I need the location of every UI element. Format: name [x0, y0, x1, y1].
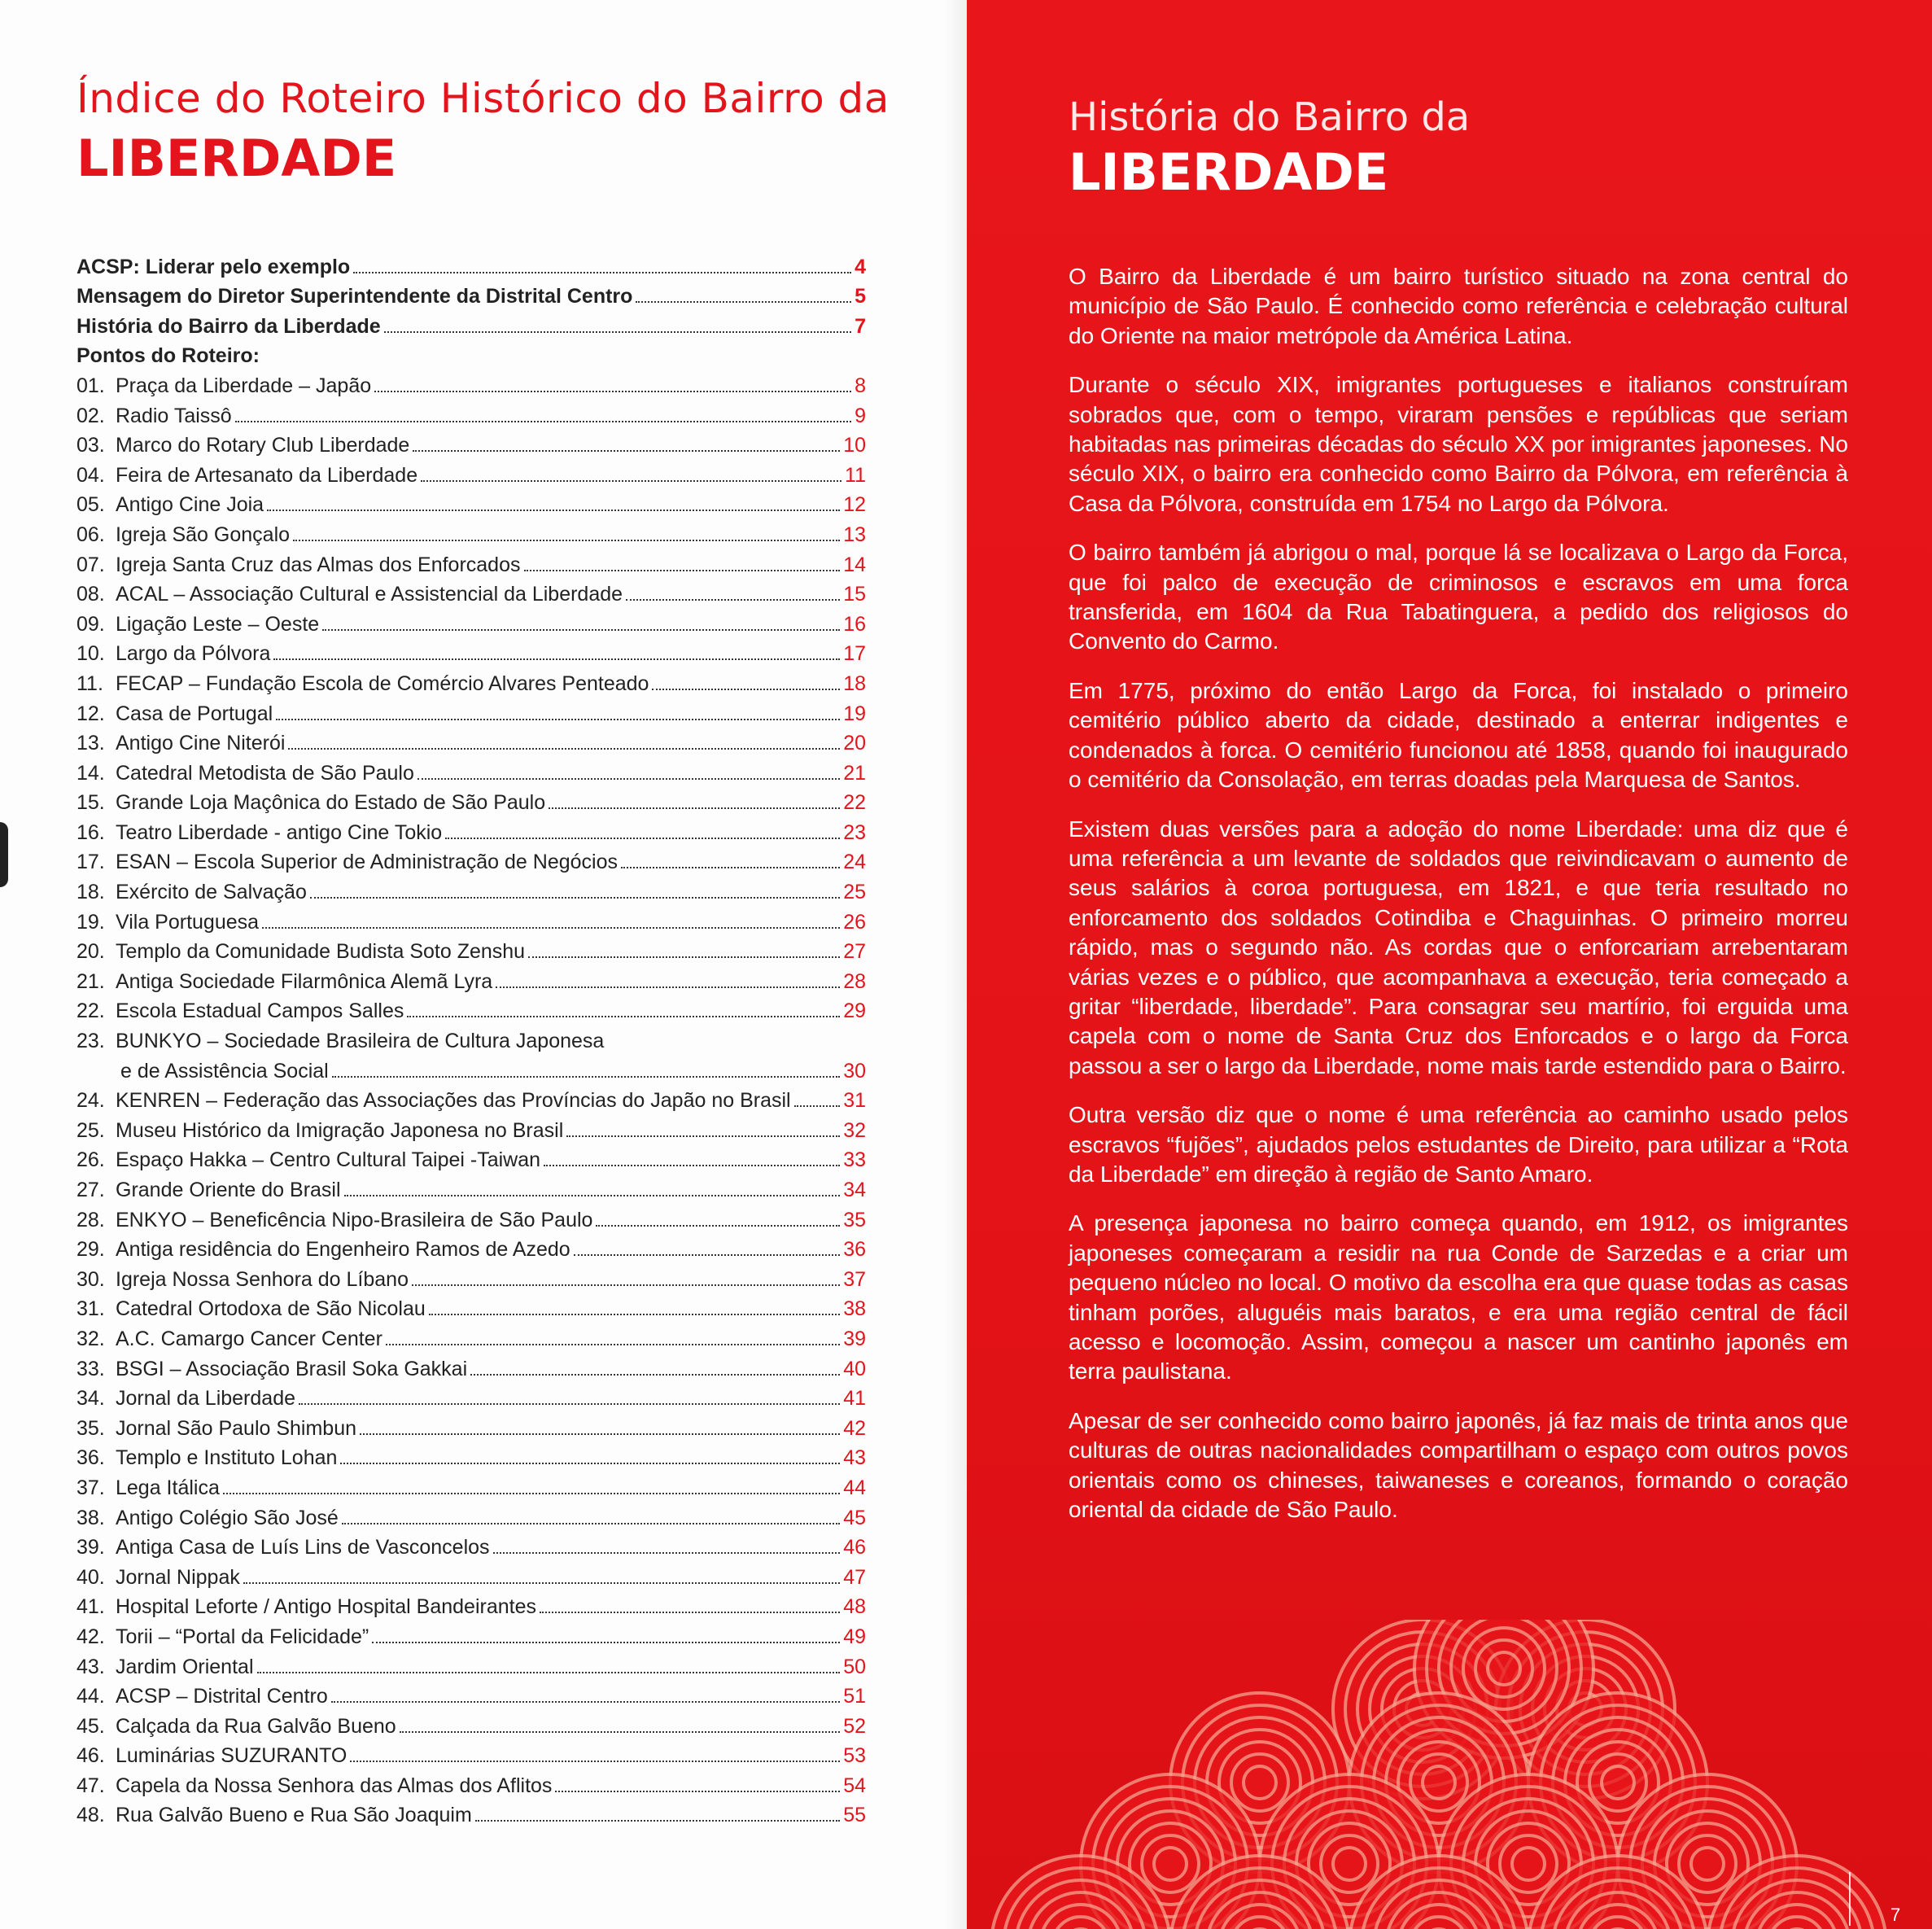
toc-entry-number: 10. [76, 642, 105, 666]
toc-entry [76, 755, 866, 785]
toc-entry [76, 577, 866, 607]
toc-entry-number: 07. [76, 553, 105, 576]
toc-dot-leader [331, 1700, 840, 1703]
toc-entry [76, 398, 866, 428]
toc-entry-number: 34. [76, 1387, 105, 1411]
toc-entry [76, 696, 866, 726]
toc-entry-number: 43. [76, 1655, 105, 1678]
toc-entry-page: 4 [855, 255, 866, 278]
toc-entry-number: 36. [76, 1446, 105, 1470]
toc-entry-number: 35. [76, 1416, 105, 1440]
toc-dot-leader [626, 598, 840, 601]
toc-entry-page: 48 [843, 1595, 866, 1619]
toc-entry-page: 32 [843, 1118, 866, 1142]
toc-entry-number: 33. [76, 1357, 105, 1380]
toc-entry-label: Jornal São Paulo Shimbun [116, 1416, 357, 1440]
toc-dot-leader [322, 628, 840, 631]
toc-entry-number: 14. [76, 761, 105, 785]
toc-entry [76, 845, 866, 875]
toc-entry [76, 1708, 866, 1739]
toc-entry-number: 28. [76, 1208, 105, 1231]
toc-dot-leader [267, 509, 840, 511]
toc-entry-label: Jornal Nippak [116, 1565, 240, 1589]
toc-dot-leader [340, 1462, 840, 1464]
toc-entry-label: Igreja Santa Cruz das Almas dos Enforcados [116, 553, 521, 576]
toc-entry-number: 39. [76, 1536, 105, 1559]
toc-entry-label: Exército de Salvação [116, 881, 307, 904]
toc-entry [76, 1500, 866, 1530]
toc-entry [76, 1739, 866, 1769]
toc-entry [76, 1143, 866, 1173]
toc-entry-number: 37. [76, 1476, 105, 1499]
toc-entry-number: 03. [76, 434, 105, 457]
toc-intro-entry [76, 279, 866, 309]
toc-entry-label: Antigo Cine Niterói [116, 732, 286, 755]
toc-entry [76, 1530, 866, 1560]
toc-entry-label: Marco do Rotary Club Liberdade [116, 434, 410, 457]
toc-entry [76, 428, 866, 458]
toc-entry [76, 994, 866, 1024]
toc-entry-page: 51 [843, 1685, 866, 1708]
toc-entry-label: Mensagem do Diretor Superintendente da Distrital Centro [76, 285, 633, 308]
toc-entry-label: Igreja Nossa Senhora do Líbano [116, 1267, 409, 1291]
toc-entry-number: 20. [76, 940, 105, 964]
toc-entry-number: 11. [76, 671, 103, 695]
toc-dot-leader [636, 300, 851, 303]
toc-entry-page: 31 [843, 1089, 866, 1113]
toc-entry-number: 25. [76, 1118, 105, 1142]
toc-entry-label: KENREN – Federação das Associações das Províncias do Japão no Brasil [116, 1089, 791, 1113]
toc-entry-number: 29. [76, 1238, 105, 1262]
toc-entry [76, 1679, 866, 1709]
toc-entry-page: 13 [843, 523, 866, 546]
toc-entry [76, 1470, 866, 1500]
toc-entry [76, 1590, 866, 1620]
toc-entry-label: Antiga residência do Engenheiro Ramos de Azedo [116, 1238, 570, 1262]
toc-intro-entry [76, 308, 866, 339]
toc-entry-page: 9 [855, 404, 866, 427]
toc-entry-number: 18. [76, 881, 105, 904]
toc-entry-number: 15. [76, 791, 105, 815]
toc-entry [76, 1083, 866, 1113]
toc-entry [76, 1559, 866, 1590]
toc-entry-label: Vila Portuguesa [116, 910, 260, 934]
toc-entry-number: 01. [76, 374, 105, 397]
seigaiha-wave-pattern [967, 1620, 1932, 1929]
toc-entry-page: 8 [855, 374, 866, 397]
page-spine-shadow [944, 0, 967, 1929]
toc-entry-label: ACSP: Liderar pelo exemplo [76, 255, 351, 278]
toc-entry-label: Teatro Liberdade - antigo Cine Tokio [116, 820, 443, 844]
toc-entry-number: 45. [76, 1714, 105, 1738]
toc-entry-number: 22. [76, 999, 105, 1023]
history-title-line1: História do Bairro da [1069, 94, 1471, 140]
toc-entry-page: 29 [843, 999, 866, 1023]
toc-entry [76, 517, 866, 547]
toc-dot-leader [429, 1313, 840, 1315]
toc-entry [76, 934, 866, 964]
toc-dot-leader [652, 688, 840, 690]
toc-entry-label: Hospital Leforte / Antigo Hospital Bandeirantes [116, 1595, 536, 1619]
toc-entry [76, 1381, 866, 1411]
toc-entry-number: 46. [76, 1744, 105, 1768]
toc-intro-entry [76, 249, 866, 279]
history-paragraph: A presença japonesa no bairro começa quando, em 1912, os imigrantes japoneses começaram a residir na rua Conde de Sarzedas e a criar um pequeno núcleo no local. O motivo da escolha era que quase todas as casas tinham porões, aluguéis mais baratos, e era uma região central de fácil acesso e locomoção. Assim, começou a nascer um cantinho japonês em terra paulistana. [1069, 1210, 1848, 1384]
toc-dot-leader [386, 1343, 840, 1345]
toc-entry-label: Rua Galvão Bueno e Rua São Joaquim [116, 1804, 472, 1827]
toc-entry [76, 874, 866, 904]
toc-entry-number: 02. [76, 404, 105, 427]
toc-dot-leader [549, 807, 840, 809]
toc-dot-leader [417, 777, 840, 780]
toc-entry-label: Largo da Pólvora [116, 642, 271, 666]
toc-dot-leader [413, 449, 840, 452]
toc-entry-label: Museu Histórico da Imigração Japonesa no Brasil [116, 1118, 564, 1142]
toc-entry-label: FECAP – Fundação Escola de Comércio Alvares Penteado [116, 671, 649, 695]
toc-entry-page: 16 [843, 612, 866, 636]
toc-dot-leader [445, 837, 840, 839]
toc-dot-leader [621, 866, 840, 868]
toc-dot-leader [493, 1551, 841, 1554]
toc-entry-number: 23. [76, 1030, 105, 1053]
toc-dot-leader [257, 1671, 841, 1673]
toc-dot-leader [223, 1492, 840, 1494]
history-paragraph: O Bairro da Liberdade é um bairro turístico situado na zona central do município de São Paulo. É conhecido como referência e celebração cultural do Oriente na maior metrópole da América Latina. [1069, 264, 1848, 348]
toc-dot-leader [794, 1104, 841, 1107]
toc-entry [76, 1619, 866, 1649]
toc-entry-page: 18 [843, 671, 866, 695]
toc-dot-leader [293, 539, 840, 541]
toc-entry-page: 14 [843, 553, 866, 576]
toc-dot-leader [235, 420, 851, 422]
toc-entry-page: 17 [843, 642, 866, 666]
toc-entry-label: Igreja São Gonçalo [116, 523, 291, 546]
toc-entry-number: 48. [76, 1804, 105, 1827]
toc-entry-number: 09. [76, 612, 105, 636]
toc-dot-leader [596, 1224, 840, 1227]
toc-entry [76, 1262, 866, 1292]
toc-entry-page: 11 [845, 463, 866, 487]
toc-entry-number: 42. [76, 1625, 105, 1648]
toc-dot-leader [273, 658, 840, 660]
toc-entry-number: 47. [76, 1774, 105, 1797]
toc-entry-label: Calçada da Rua Galvão Bueno [116, 1714, 396, 1738]
toc-entry-page: 5 [855, 285, 866, 308]
toc-entry-label: Antiga Casa de Luís Lins de Vasconcelos [116, 1536, 490, 1559]
toc-entry-label: Templo e Instituto Lohan [116, 1446, 338, 1470]
toc-entry-label: Ligação Leste – Oeste [116, 612, 320, 636]
toc-entry-label: ACAL – Associação Cultural e Assistencial da Liberdade [116, 583, 623, 606]
toc-entry [76, 1351, 866, 1381]
index-title-line1: Índice do Roteiro Histórico do Bairro da [76, 75, 890, 122]
toc-entry-label: Praça da Liberdade – Japão [116, 374, 372, 397]
toc-entry-page: 26 [843, 910, 866, 934]
toc-entry-page: 50 [843, 1655, 866, 1678]
toc-entry [76, 1023, 866, 1053]
toc-entry-page: 25 [843, 881, 866, 904]
toc-entry-page: 52 [843, 1714, 866, 1738]
toc-dot-leader [555, 1790, 840, 1792]
toc-entry-page: 34 [843, 1179, 866, 1201]
toc-dot-leader [544, 1164, 840, 1166]
toc-entry [76, 1172, 866, 1202]
toc-entry-page: 36 [843, 1238, 866, 1262]
toc-dot-leader [262, 926, 840, 929]
binder-clip [0, 822, 8, 887]
toc-entry-number: 32. [76, 1327, 105, 1350]
toc-dot-leader [574, 1253, 840, 1256]
toc-entry [76, 457, 866, 488]
toc-entry [76, 904, 866, 934]
toc-entry-number: 27. [76, 1179, 105, 1201]
toc-entry-page: 37 [843, 1267, 866, 1291]
toc-dot-leader [344, 1194, 841, 1196]
history-body-text [1069, 262, 1848, 1544]
toc-entry [76, 964, 866, 994]
toc-entry-number: 19. [76, 910, 105, 934]
toc-dot-leader [310, 896, 840, 899]
toc-entry-label: Catedral Ortodoxa de São Nicolau [116, 1297, 426, 1321]
toc-entry-number: 26. [76, 1148, 105, 1172]
toc-dot-leader [540, 1611, 840, 1613]
history-title-line2: LIBERDADE [1069, 142, 1389, 202]
toc-entry [76, 1441, 866, 1471]
toc-dot-leader [353, 271, 851, 273]
toc-entry [76, 1113, 866, 1143]
toc-dot-leader [566, 1135, 840, 1137]
toc-entry [76, 488, 866, 518]
toc-entry-page: 39 [843, 1327, 866, 1350]
toc-dot-leader [360, 1433, 840, 1435]
index-title-line2: LIBERDADE [76, 129, 397, 188]
page-number-divider [1849, 1872, 1851, 1926]
toc-entry-page: 24 [843, 851, 866, 874]
toc-entry [76, 1768, 866, 1798]
toc-entry-number: 30. [76, 1267, 105, 1291]
toc-entry-number: 16. [76, 820, 105, 844]
toc-dot-leader [470, 1373, 840, 1376]
toc-entry-number: 24. [76, 1089, 105, 1113]
toc-entry-page: 19 [843, 702, 866, 725]
toc-entry [76, 1202, 866, 1232]
toc-entry-number: 17. [76, 851, 105, 874]
toc-dot-leader [421, 479, 841, 482]
history-paragraph: Outra versão diz que o nome é uma referência ao caminho usado pelos escravos “fujões”, ajudados pelos estudantes de Direito, para utilizar a “Rota da Liberdade” em direção à região de Santo Amaro. [1069, 1102, 1848, 1187]
toc-dot-leader [243, 1581, 840, 1584]
toc-entry-page: 55 [843, 1804, 866, 1827]
toc-entry [76, 368, 866, 398]
toc-entry-page: 45 [843, 1506, 866, 1529]
table-of-contents [76, 249, 866, 1827]
toc-dot-leader [528, 956, 840, 958]
toc-entry [76, 606, 866, 636]
toc-entry [76, 1321, 866, 1351]
toc-dot-leader [384, 330, 851, 333]
toc-entry-label: Jornal da Liberdade [116, 1387, 295, 1411]
toc-entry-label: Casa de Portugal [116, 702, 273, 725]
toc-entry-page: 12 [843, 493, 866, 517]
toc-entry-label: BUNKYO – Sociedade Brasileira de Cultura Japonesa [116, 1030, 605, 1053]
history-paragraph: Em 1775, próximo do então Largo da Forca, foi instalado o primeiro cemitério público aberto da cidade, destinado a enterrar indigentes e condenados à forca. O cemitério funcionou até 1858, quando foi inaugurado o cemitério da Consolação, em terras doadas pela Marquesa de Santos. [1069, 677, 1848, 793]
toc-entry-number: 06. [76, 523, 105, 546]
toc-entry-number: 31. [76, 1297, 105, 1321]
toc-entry-page: 47 [843, 1565, 866, 1589]
toc-entry-page: 42 [843, 1416, 866, 1440]
toc-entry-page: 43 [843, 1446, 866, 1470]
toc-entry-number: 13. [76, 732, 105, 755]
toc-entry-label: Antigo Cine Joia [116, 493, 264, 517]
history-paragraph: O bairro também já abrigou o mal, porque lá se localizava o Largo da Forca, que foi palco de execução de criminosos e escravos em uma forca transferida, em 1604 da Rua Tabatinguera, a pedido dos religiosos do Convento do Carmo. [1069, 540, 1848, 654]
toc-dot-leader [496, 986, 840, 988]
toc-dot-leader [407, 1015, 840, 1017]
toc-entry-label: Espaço Hakka – Centro Cultural Taipei -Taiwan [116, 1148, 541, 1172]
toc-entry-label: Antiga Sociedade Filarmônica Alemã Lyra [116, 969, 493, 993]
history-paragraph: Apesar de ser conhecido como bairro japonês, já faz mais de trinta anos que culturas de outras nacionalidades compartilham o espaço com outros povos orientais como os chineses, taiwaneses e coreanos, formando o coração oriental da cidade de São Paulo. [1069, 1407, 1848, 1523]
toc-entry [76, 1232, 866, 1262]
toc-entry [76, 815, 866, 845]
toc-entry-page: 30 [843, 1059, 866, 1083]
toc-entry-number: 12. [76, 702, 105, 725]
history-paragraph: Existem duas versões para a adoção do nome Liberdade: uma diz que é uma referência a um levante de soldados que reivindicavam o aumento de seus salários à coroa portuguesa, em 1821, e que teria resultado no enforcamento dos soldados Cotindiba e Chaguinhas. O primeiro morreu rápido, mas o segundo não. As cordas que o enforcariam arrebentaram várias vezes e o público, que acompanhava a execução, teria começado a gritar “liberdade, liberdade”. Para consagrar seu martírio, foi erguida uma capela com o nome de Santa Cruz dos Enforcados e o largo da Forca passou a ser o largo da Liberdade, nome mais tarde estendido para o Bairro. [1069, 816, 1848, 1078]
toc-entry-number: 21. [76, 969, 105, 993]
toc-entry-label: Radio Taissô [116, 404, 232, 427]
toc-entry-page: 28 [843, 969, 866, 993]
toc-entry-label: Grande Loja Maçônica do Estado de São Paulo [116, 791, 546, 815]
toc-entry-page: 10 [843, 434, 866, 457]
toc-entry-label: Lega Itálica [116, 1476, 220, 1499]
toc-entry-number: 41. [76, 1595, 105, 1619]
toc-dot-leader [288, 747, 840, 750]
toc-entry [76, 547, 866, 577]
toc-entry-number: 05. [76, 493, 105, 517]
toc-entry-label-cont: e de Assistência Social [120, 1059, 329, 1083]
toc-entry-label: Jardim Oriental [116, 1655, 254, 1678]
toc-entry-page: 54 [843, 1774, 866, 1797]
toc-entry-label: Luminárias SUZURANTO [116, 1744, 347, 1768]
toc-entry [76, 1798, 866, 1828]
toc-dot-leader [374, 390, 851, 392]
toc-entry-label: Catedral Metodista de São Paulo [116, 761, 414, 785]
toc-entry-label: ENKYO – Beneficência Nipo-Brasileira de São Paulo [116, 1208, 593, 1231]
toc-entry-label: A.C. Camargo Cancer Center [116, 1327, 382, 1350]
toc-entry [76, 785, 866, 816]
toc-dot-leader [400, 1730, 841, 1733]
toc-dot-leader [372, 1641, 840, 1643]
toc-entry-number: 40. [76, 1565, 105, 1589]
toc-dot-leader [524, 569, 841, 571]
toc-entry-page: 33 [843, 1148, 866, 1172]
toc-dot-leader [299, 1402, 840, 1405]
toc-entry-page: 40 [843, 1357, 866, 1380]
toc-entry-page: 38 [843, 1297, 866, 1321]
toc-dot-leader [342, 1522, 840, 1524]
toc-entry [76, 726, 866, 756]
toc-entry-page: 21 [843, 761, 866, 785]
toc-entry-page: 20 [843, 732, 866, 755]
toc-entry-page: 35 [843, 1208, 866, 1231]
toc-entry-page: 23 [843, 820, 866, 844]
toc-entry-label: Antigo Colégio São José [116, 1506, 339, 1529]
toc-entry-continuation [76, 1053, 866, 1083]
history-paragraph: Durante o século XIX, imigrantes portugueses e italianos construíram sobrados que, com o tempo, viraram pensões e repúblicas que seriam habitadas nas primeiras décadas do século XX por imigrantes japoneses. No século XIX, o bairro era conhecido como Bairro da Pólvora, em referência à Casa da Pólvora, construída em 1754 no Largo da Pólvora. [1069, 372, 1848, 516]
toc-entry-page: 49 [843, 1625, 866, 1648]
toc-dot-leader [475, 1819, 840, 1822]
toc-dot-leader [332, 1075, 840, 1078]
toc-entry-label: ACSP – Distrital Centro [116, 1685, 328, 1708]
toc-entry-label: Grande Oriente do Brasil [116, 1179, 341, 1201]
toc-entry-page: 7 [855, 314, 866, 338]
toc-entry [76, 1649, 866, 1679]
toc-entry [76, 1292, 866, 1322]
toc-dot-leader [276, 718, 840, 720]
toc-entry [76, 636, 866, 667]
page-number: 7 [1890, 1905, 1901, 1925]
toc-dot-leader [412, 1284, 840, 1286]
toc-entry-label: Escola Estadual Campos Salles [116, 999, 404, 1023]
toc-entry-label: Feira de Artesanato da Liberdade [116, 463, 418, 487]
toc-entry [76, 1411, 866, 1441]
toc-entry-label: BSGI – Associação Brasil Soka Gakkai [116, 1357, 468, 1380]
toc-entry-label: Capela da Nossa Senhora das Almas dos Aflitos [116, 1774, 553, 1797]
toc-entry-number: 38. [76, 1506, 105, 1529]
toc-entry-label: Torii – “Portal da Felicidade” [116, 1625, 369, 1648]
toc-dot-leader [350, 1760, 840, 1762]
toc-entry-page: 27 [843, 940, 866, 964]
toc-entry-number: 08. [76, 583, 105, 606]
toc-entry-label: ESAN – Escola Superior de Administração de Negócios [116, 851, 618, 874]
toc-entry-label: História do Bairro da Liberdade [76, 314, 381, 338]
toc-entry-number: 04. [76, 463, 105, 487]
toc-entry-page: 44 [843, 1476, 866, 1499]
toc-entry [76, 666, 866, 696]
toc-entry-number: 44. [76, 1685, 105, 1708]
toc-entry-page: 53 [843, 1744, 866, 1768]
toc-entry-page: 46 [843, 1536, 866, 1559]
toc-entry-page: 41 [843, 1387, 866, 1411]
toc-entry-label: Templo da Comunidade Budista Soto Zenshu [116, 940, 526, 964]
toc-section-heading: Pontos do Roteiro: [76, 344, 260, 368]
toc-entry-page: 15 [843, 583, 866, 606]
toc-entry-page: 22 [843, 791, 866, 815]
